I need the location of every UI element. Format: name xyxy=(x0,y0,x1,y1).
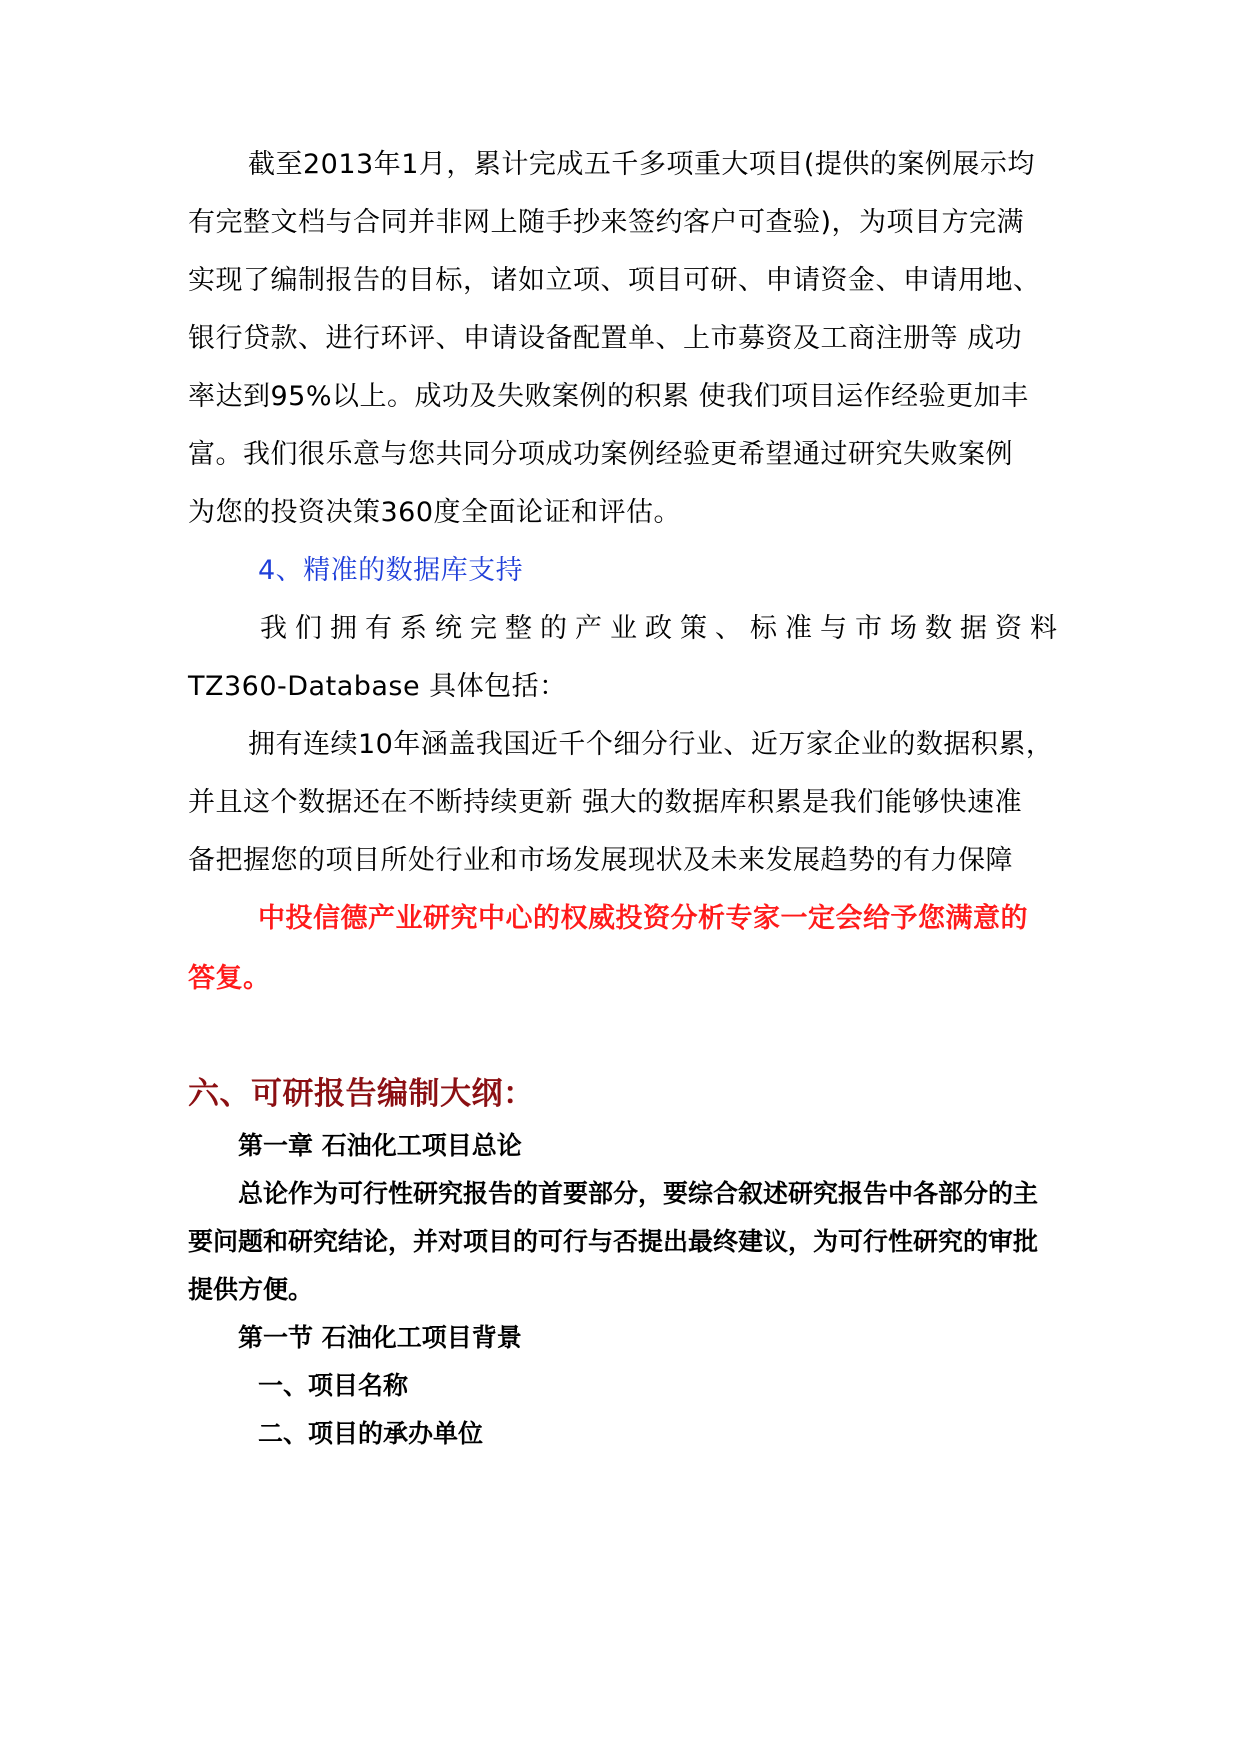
outline-item-2: 二、项目的承办单位 xyxy=(258,1419,484,1448)
paragraph1-line-5: 率达到95%以上。成功及失败案例的积累 使我们项目运作经验更加丰 xyxy=(188,381,1029,412)
paragraph3-line-2: 并且这个数据还在不断持续更新 强大的数据库积累是我们能够快速准 xyxy=(188,787,1023,818)
summary-line-1: 总论作为可行性研究报告的首要部分，要综合叙述研究报告中各部分的主 xyxy=(238,1179,1039,1208)
section4-title: 4、精准的数据库支持 xyxy=(258,555,524,586)
paragraph3-line-3: 备把握您的项目所处行业和市场发展现状及未来发展趋势的有力保障 xyxy=(188,845,1013,876)
paragraph2-line-2: TZ360-Database 具体包括： xyxy=(188,671,567,702)
highlight-line-1: 中投信德产业研究中心的权威投资分析专家一定会给予您满意的 xyxy=(258,903,1028,934)
outline-item-1: 一、项目名称 xyxy=(258,1371,409,1400)
paragraph3-line-1: 拥有连续10年涵盖我国近千个细分行业、近万家企业的数据积累， xyxy=(248,729,1054,760)
paragraph1-line-3: 实现了编制报告的目标，诸如立项、项目可研、申请资金、申请用地、 xyxy=(188,265,1041,296)
chapter1-title: 第一章 石油化工项目总论 xyxy=(238,1131,522,1160)
paragraph2-line-1: 我们拥有系统完整的产业政策、标准与市场数据资料 xyxy=(260,613,1065,644)
outline-heading: 六、可研报告编制大纲： xyxy=(188,1076,535,1112)
summary-line-3: 提供方便。 xyxy=(188,1275,314,1304)
section1-title: 第一节 石油化工项目背景 xyxy=(238,1323,522,1352)
paragraph1-line-7: 为您的投资决策360度全面论证和评估。 xyxy=(188,497,682,528)
paragraph1-line-1: 截至2013年1月，累计完成五千多项重大项目(提供的案例展示均 xyxy=(248,149,1035,180)
paragraph1-line-2: 有完整文档与合同并非网上随手抄来签约客户可查验)，为项目方完满 xyxy=(188,207,1025,238)
paragraph1-line-4: 银行贷款、进行环评、申请设备配置单、上市募资及工商注册等 成功 xyxy=(188,323,1023,354)
summary-line-2: 要问题和研究结论，并对项目的可行与否提出最终建议，为可行性研究的审批 xyxy=(188,1227,1039,1256)
highlight-line-2: 答复。 xyxy=(188,963,271,994)
paragraph1-line-6: 富。我们很乐意与您共同分项成功案例经验更希望通过研究失败案例 xyxy=(188,439,1013,470)
